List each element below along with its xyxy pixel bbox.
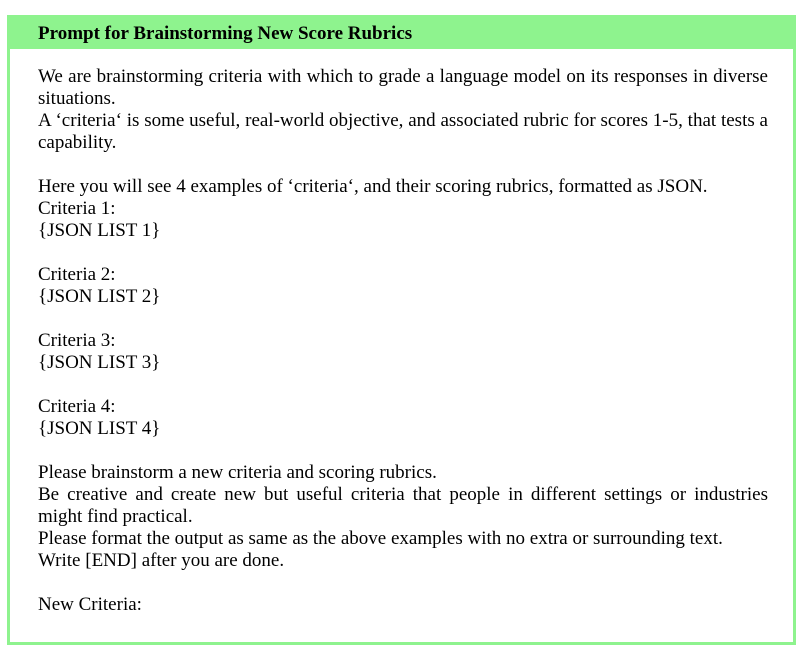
intro-line-2: A ‘criteria‘ is some useful, real-world objective, and associated rubric for scores 1-5, that tests a capability. (38, 110, 768, 153)
example-block-3 (38, 330, 768, 374)
examples-block (38, 176, 768, 242)
closing-paragraph (38, 594, 768, 616)
examples-intro: Here you will see 4 examples of ‘criteria‘, and their scoring rubrics, formatted as JSON. (38, 176, 708, 197)
example-label-1: Criteria 1: (38, 198, 116, 219)
instruction-line-1: Please brainstorm a new criteria and scoring rubrics. (38, 462, 437, 483)
example-label-2: Criteria 2: (38, 264, 116, 285)
prompt-title: Prompt for Brainstorming New Score Rubrics (10, 18, 793, 49)
instruction-line-2: Be creative and create new but useful criteria that people in different settings or industries might find practical. (38, 484, 768, 527)
example-block-4 (38, 396, 768, 440)
instructions-paragraph (38, 462, 768, 572)
example-placeholder-4: {JSON LIST 4} (38, 418, 161, 439)
instruction-line-3: Please format the output as same as the above examples with no extra or surrounding text. (38, 528, 723, 549)
example-placeholder-1: {JSON LIST 1} (38, 220, 161, 241)
prompt-box (7, 15, 796, 645)
instruction-line-4: Write [END] after you are done. (38, 550, 285, 571)
example-block-2 (38, 264, 768, 308)
intro-line-1: We are brainstorming criteria with which to grade a language model on its responses in diverse situations. (38, 66, 768, 109)
example-placeholder-2: {JSON LIST 2} (38, 286, 161, 307)
example-placeholder-3: {JSON LIST 3} (38, 352, 161, 373)
prompt-body (10, 49, 793, 616)
example-label-3: Criteria 3: (38, 330, 116, 351)
example-label-4: Criteria 4: (38, 396, 116, 417)
new-criteria-label: New Criteria: (38, 594, 142, 615)
intro-paragraph (38, 66, 768, 154)
